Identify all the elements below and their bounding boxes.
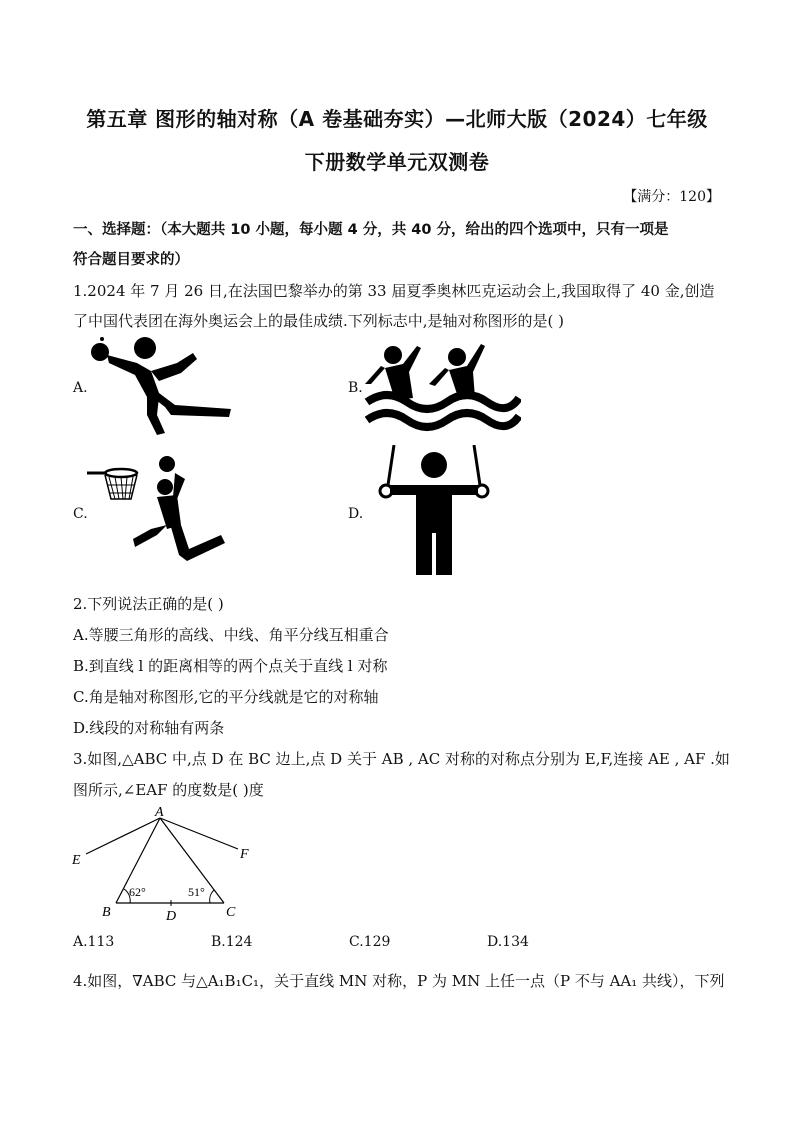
question-3-choice-a: A.113 [73, 934, 115, 950]
question-2-option-a: A.等腰三角形的高线、中线、角平分线互相重合 [73, 626, 389, 644]
triangle-figure [66, 806, 266, 924]
gymnastics-rings-icon [378, 445, 490, 575]
option-d-label: D. [348, 506, 364, 522]
question-4-stem: 4.如图，∇ABC 与△A₁B₁C₁，关于直线 MN 对称，P 为 MN 上任一点（P 不与 AA₁ 共线），下列 [73, 972, 725, 990]
option-c-label: C. [73, 506, 88, 522]
section-heading: 一、选择题：（本大题共 10 小题，每小题 4 分，共 40 分，给出的四个选项中，只有一项是 [73, 222, 669, 238]
angle-b-value: 62° [129, 885, 146, 899]
label-f: F [240, 847, 249, 862]
angle-c-arc [210, 890, 214, 903]
option-a-label: A. [73, 380, 88, 396]
segment-ae [86, 818, 160, 854]
question-2-option-b: B.到直线 l 的距离相等的两个点关于直线 l 对称 [73, 657, 388, 675]
question-3-stem: 3.如图,△ABC 中,点 D 在 BC 边上,点 D 关于 AB , AC 对称的对称点分别为 E,F,连接 AE , AF .如 [73, 750, 730, 768]
table-tennis-player-icon [85, 335, 235, 437]
question-1-stem-cont: 了中国代表团在海外奥运会上的最佳成绩.下列标志中,是轴对称图形的是( ) [73, 312, 565, 330]
question-3-choice-c: C.129 [349, 934, 391, 950]
question-1-stem: 1.2024 年 7 月 26 日,在法国巴黎举办的第 33 届夏季奥林匹克运动会上,我国取得了 40 金,创造 [73, 282, 715, 300]
label-b: B [102, 905, 111, 920]
question-2-option-d: D.线段的对称轴有两条 [73, 719, 225, 737]
question-3-stem-cont: 图所示,∠EAF 的度数是( )度 [73, 781, 264, 799]
question-2-option-c: C.角是轴对称图形,它的平分线就是它的对称轴 [73, 688, 379, 706]
full-score-label: 【满分：120】 [623, 189, 720, 205]
question-2-stem: 2.下列说法正确的是( ) [73, 595, 224, 613]
swimmers-icon [363, 340, 521, 435]
page-subtitle: 下册数学单元双测卷 [304, 150, 490, 174]
basketball-player-icon [85, 455, 235, 567]
question-3-choice-d: D.134 [487, 934, 529, 950]
section-heading-cont: 符合题目要求的） [73, 252, 189, 268]
label-e: E [72, 853, 81, 868]
page-title: 第五章 图形的轴对称（A 卷基础夯实）—北师大版（2024）七年级 [86, 107, 708, 131]
question-3-choice-b: B.124 [211, 934, 253, 950]
label-c: C [226, 905, 236, 920]
label-d: D [166, 909, 177, 924]
label-a: A [155, 806, 164, 820]
option-b-label: B. [348, 380, 363, 396]
angle-c-value: 51° [188, 885, 205, 899]
